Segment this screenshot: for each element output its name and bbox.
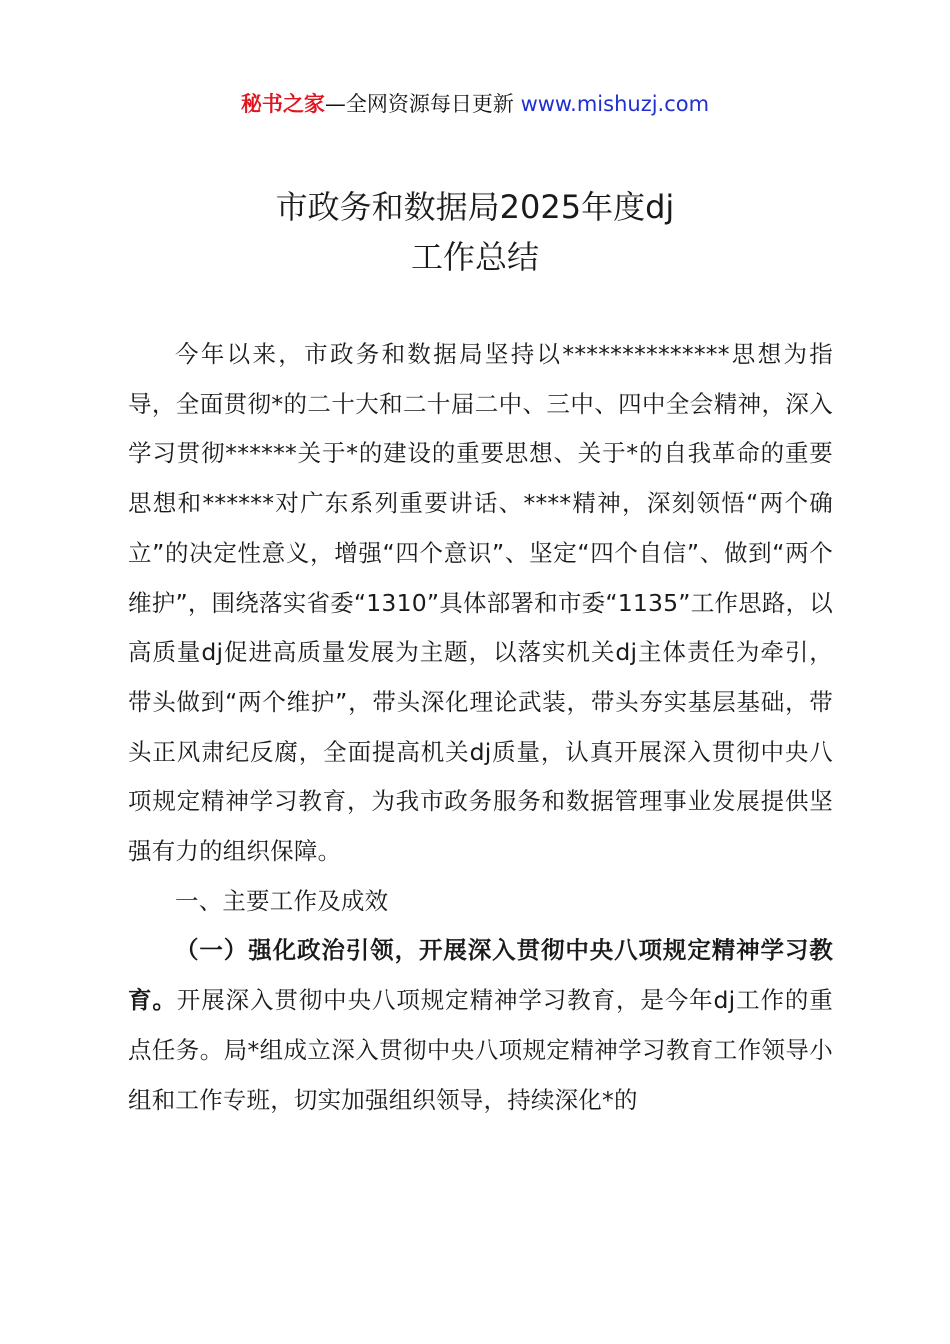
title-line-1: 市政务和数据局2025年度dj	[275, 188, 675, 226]
header-tagline: —全网资源每日更新	[324, 92, 514, 116]
subsection-paragraph	[128, 926, 833, 1125]
site-url-link[interactable]: www.mishuzj.com	[520, 92, 710, 116]
subsection-text: 开展深入贯彻中央八项规定精神学习教育，是今年dj工作的重点任务。局*组成立深入贯彻中央八项规定精神学习教育工作领导小组和工作专班，切实加强组织领导，持续深化*的	[128, 986, 833, 1114]
site-header	[0, 88, 950, 120]
intro-paragraph: 今年以来，市政务和数据局坚持以**************思想为指导，全面贯彻*的二十大和二十届二中、三中、四中全会精神，深入学习贯彻******关于*的建设的重要思想、关于*的自我革命的重要思想和******对广东系列重要讲话、****精神，深刻领悟“两个确立”的决定性意义，增强“四个意识”、坚定“四个自信”、做到“两个维护”，围绕落实省委“1310”具体部署和市委“1135”工作思路，以高质量dj促进高质量发展为主题，以落实机关dj主体责任为牵引，带头做到“两个维护”，带头深化理论武装，带头夯实基层基础，带头正风肃纪反腐，全面提高机关dj质量，认真开展深入贯彻中央八项规定精神学习教育，为我市政务服务和数据管理事业发展提供坚强有力的组织保障。	[128, 340, 833, 866]
document-body	[128, 330, 833, 1125]
subsection-bold-lead: （一）强化政治引领，开展深入贯彻中央八项规定精神学习教育。	[128, 936, 833, 1015]
document-title	[0, 182, 950, 282]
section-heading: 一、主要工作及成效	[175, 886, 389, 915]
title-line-2: 工作总结	[410, 238, 539, 276]
brand-name: 秘书之家	[240, 92, 325, 116]
